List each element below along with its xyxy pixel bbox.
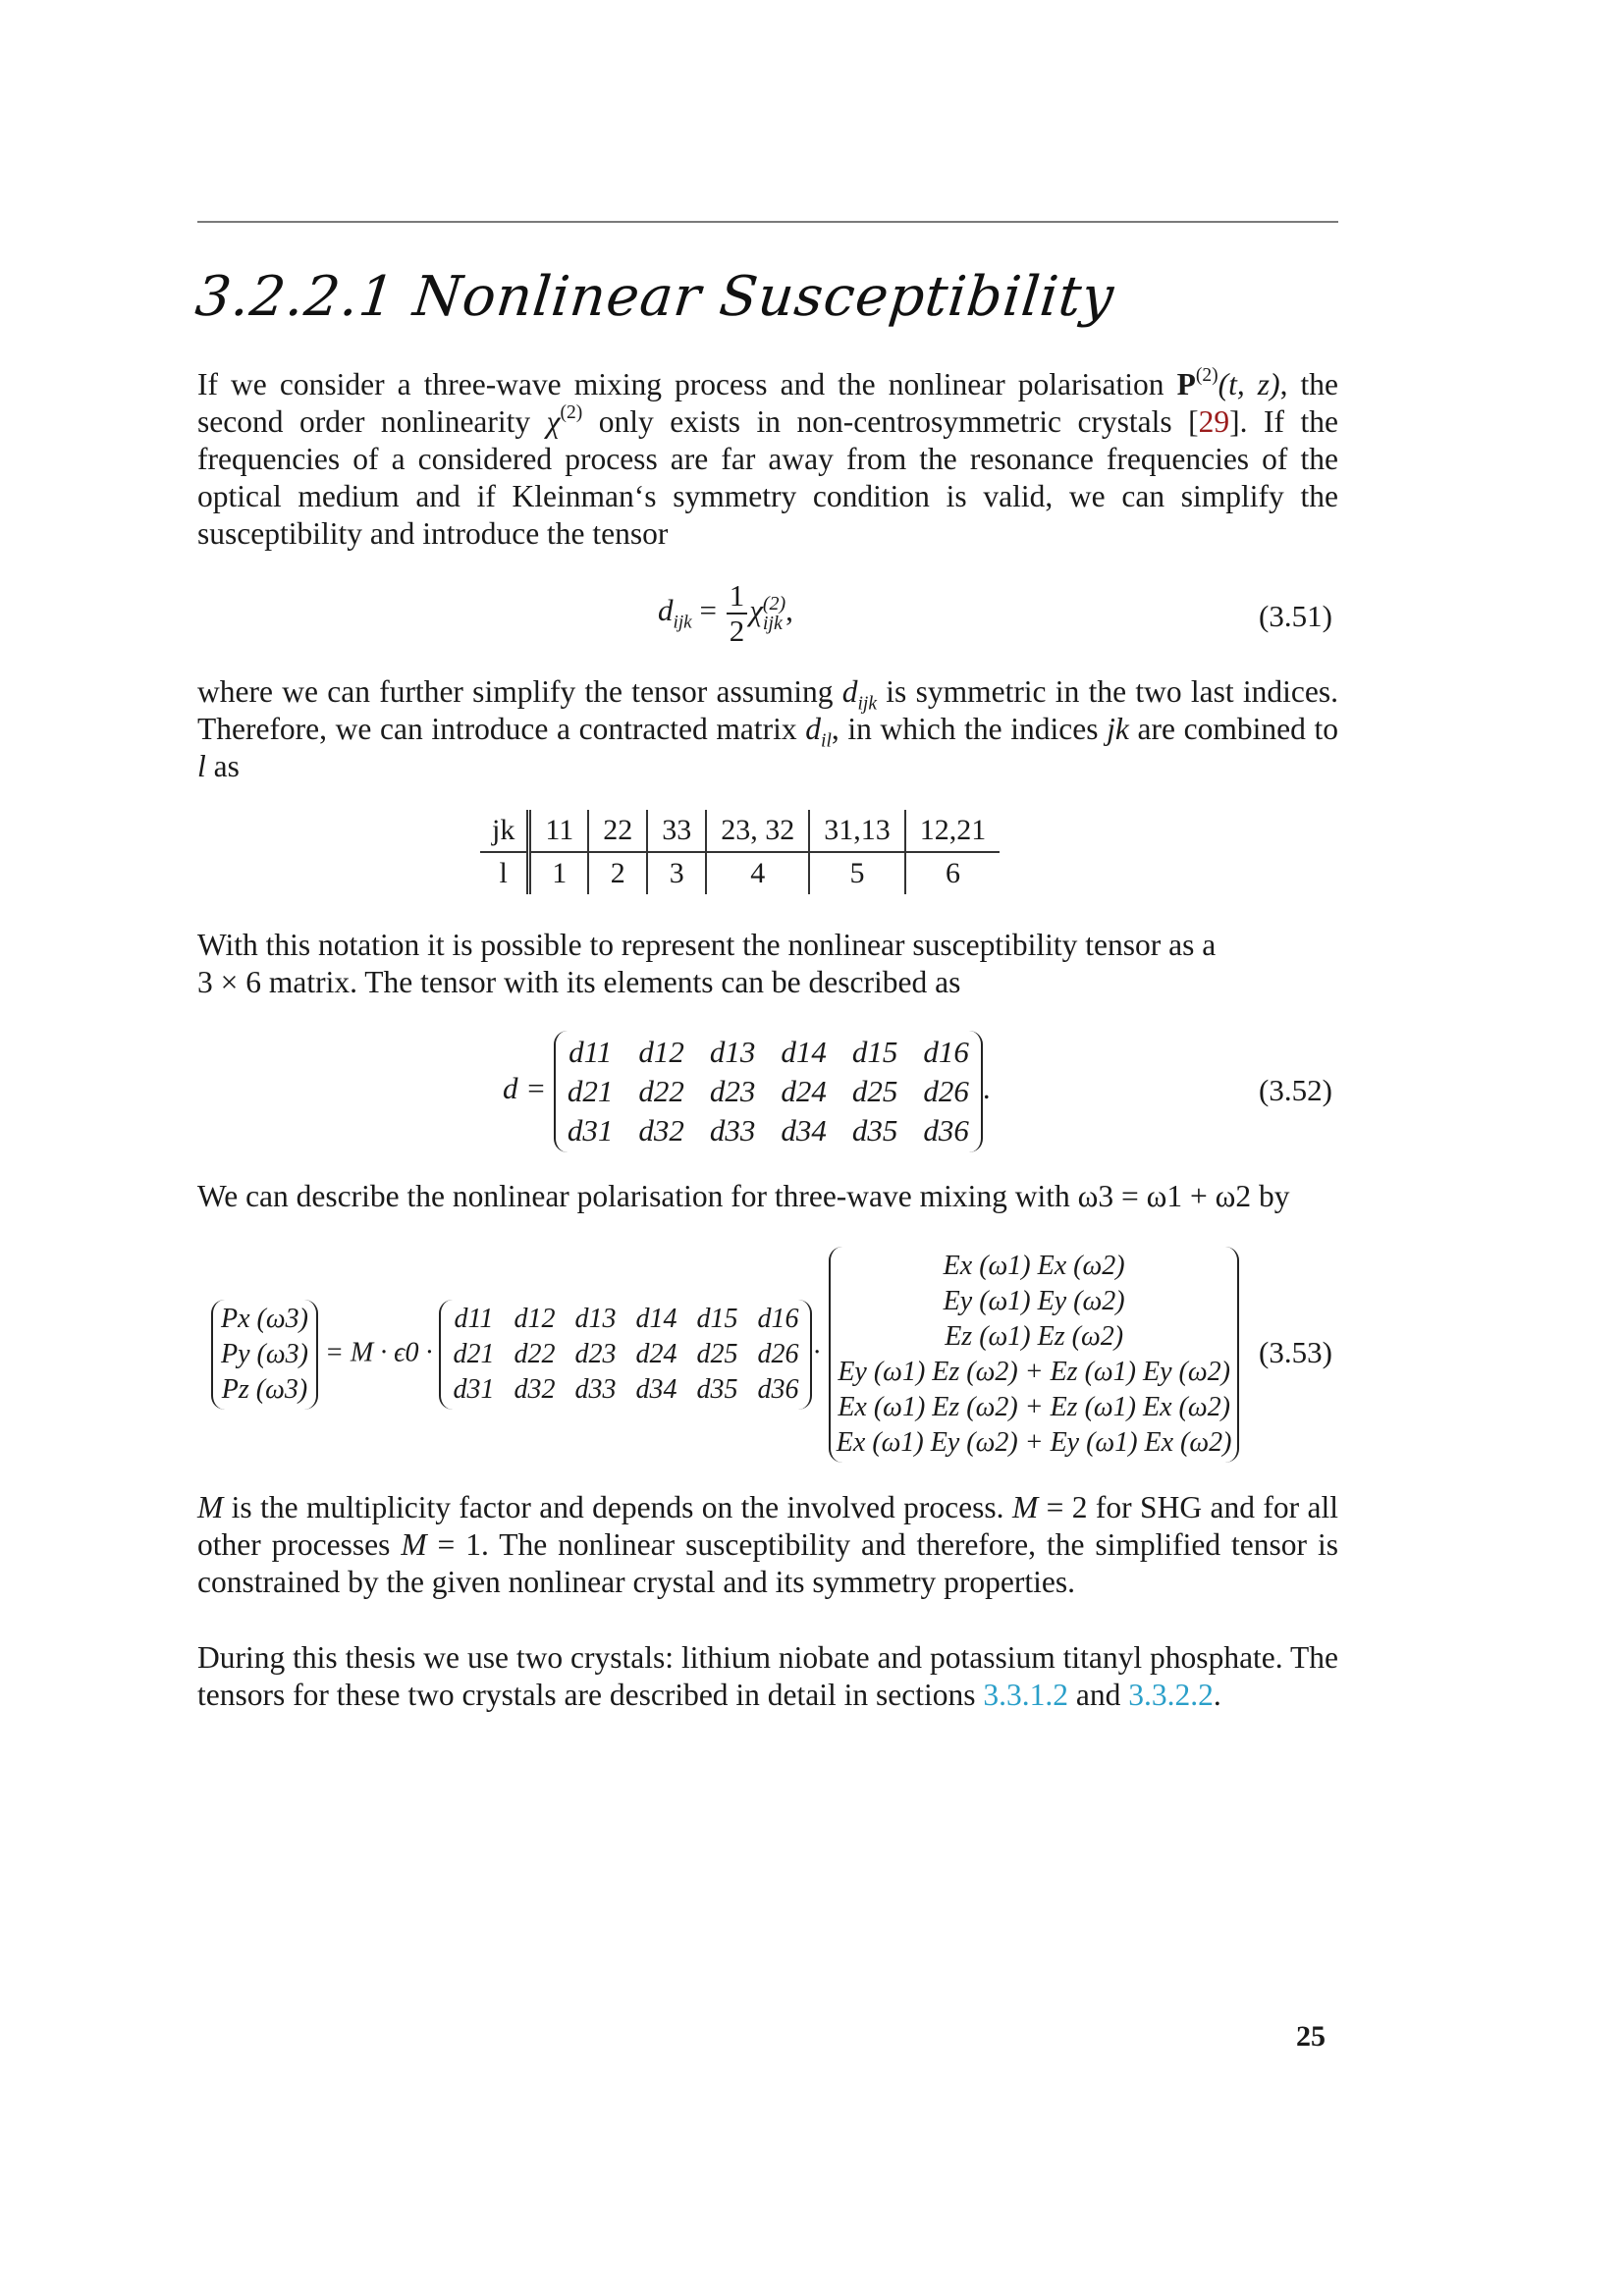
index-table-row-jk: jk 11 22 33 23, 32 31,13 12,21 [480, 810, 1000, 852]
equation-3-53: Px (ω3) Py (ω3) Pz (ω3) = M · ϵ0 · d11 d12 d13 d14 d15 d16 d21 d22 d23 d24 d25 d26 d31 d32 d33 d34 d35 d36 · Ex (ω1) Ex (ω2) Ey (ω1) Ey (ω2) Ez (ω1) Ez (ω2) Ey (ω1) Ez (ω2) + Ez (ω1) Ey (ω2) Ex (ω1) Ez (ω2) + Ez (ω1) Ex (ω2) Ex (ω1) Ey (ω2) + Ey (ω1) Ex (ω2) [211, 1247, 1239, 1463]
section-heading: 3.2.2.1 Nonlinear Susceptibility [192, 265, 1117, 329]
paragraph-notation: With this notation it is possible to represent the nonlinear susceptibility tensor as a 3 × 6 matrix. The tensor with its elements can be described as [197, 928, 1217, 999]
d-matrix-inline: d11 d12 d13 d14 d15 d16 d21 d22 d23 d24 d25 d26 d31 d32 d33 d34 d35 d36 [439, 1300, 812, 1410]
page-number: 25 [1296, 2020, 1326, 2053]
paragraph-multiplicity: M is the multiplicity factor and depends on the involved process. M = 2 for SHG and for all other processes M = 1. The nonlinear susceptibility and therefore, the simplified tensor is constrained by the given nonlinear crystal and its symmetry properties. [197, 1490, 1338, 1599]
citation-link[interactable]: 29 [1198, 404, 1230, 439]
equation-3-51: $d_{ijk}$ = $\frac{1}{2}$ χ (2) ijk , [658, 578, 793, 648]
equation-number-3-51: (3.51) [1259, 599, 1332, 633]
paragraph-crystals: During this thesis we use two crystals: lithium niobate and potassium titanyl phosphate. The tensors for these two crystals are described in detail in sections 3.3.1.2 and 3.3.2.2. [197, 1640, 1338, 1712]
section-link-3-3-2-2[interactable]: 3.3.2.2 [1128, 1678, 1214, 1712]
equation-number-3-52: (3.52) [1259, 1073, 1332, 1107]
index-table [480, 810, 1000, 894]
equation-number-3-53: (3.53) [1259, 1335, 1332, 1369]
paragraph-intro: If we consider a three-wave mixing process and the nonlinear polarisation $P^{(2)}(t$, z), the second order nonlinearity $\chi^{(2)}$ only exists in non-centrosymmetric crystals [29]. If the frequencies of a considered process are far away from the resonance frequencies of the optical medium and if Kleinman‘s symmetry condition is valid, we can simplify the susceptibility and introduce the tensor [197, 364, 1339, 551]
paragraph-three-wave: We can describe the nonlinear polarisation for three-wave mixing with ω3 = ω1 + ω2 by [197, 1179, 1290, 1213]
header-rule [197, 221, 1338, 223]
index-table-row-l: l 1 2 3 4 5 6 [480, 852, 1000, 894]
equation-3-52: d = d11 d12 d13 d14 d15 d16 d21 d22 d23 d24 d25 d26 d31 d32 d33 d34 d35 d36 . [503, 1031, 991, 1152]
e-field-vector: Ex (ω1) Ex (ω2) Ey (ω1) Ey (ω2) Ez (ω1) Ez (ω2) Ey (ω1) Ez (ω2) + Ez (ω1) Ey (ω2) Ex (ω1) Ez (ω2) + Ez (ω1) Ex (ω2) Ex (ω1) Ey (ω2) + Ey (ω1) Ex (ω2) [829, 1247, 1240, 1463]
d-matrix: d11 d12 d13 d14 d15 d16 d21 d22 d23 d24 d25 d26 d31 d32 d33 d34 d35 d36 [554, 1031, 983, 1152]
section-link-3-3-1-2[interactable]: 3.3.1.2 [983, 1678, 1069, 1712]
paragraph-contracted: where we can further simplify the tensor assuming $d_{ijk}$ is symmetric in the two last indices. Therefore, we can introduce a contracted matrix $d_{il}$, in which the indices jk are combined to l as [197, 674, 1338, 783]
p-vector: Px (ω3) Py (ω3) Pz (ω3) [211, 1300, 318, 1410]
